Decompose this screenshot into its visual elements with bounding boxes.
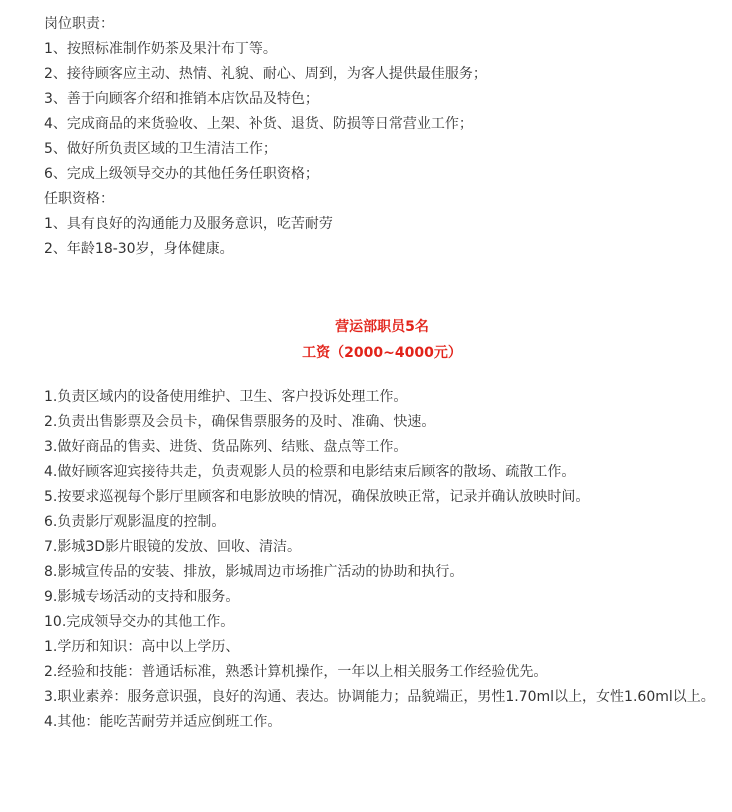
duty-item: 3、善于向顾客介绍和推销本店饮品及特色； bbox=[44, 91, 319, 107]
ops-duty-item: 1.负责区域内的设备使用维护、卫生、客户投诉处理工作。 bbox=[44, 389, 408, 405]
ops-requirement-item: 1.学历和知识：高中以上学历、 bbox=[44, 639, 240, 655]
ops-duty-item: 5.按要求巡视每个影厅里顾客和电影放映的情况，确保放映正常，记录并确认放映时间。 bbox=[44, 489, 590, 505]
ops-duty-item: 7.影城3D影片眼镜的发放、回收、清洁。 bbox=[44, 539, 302, 555]
ops-duty-item: 10.完成领导交办的其他工作。 bbox=[44, 614, 235, 630]
requirement-item: 2、年龄18-30岁，身体健康。 bbox=[44, 241, 234, 257]
duty-item: 4、完成商品的来货验收、上架、补货、退货、防损等日常营业工作； bbox=[44, 116, 473, 132]
salary-range: 工资（2000~4000元） bbox=[302, 345, 462, 361]
position-title: 营运部职员5名 bbox=[335, 319, 429, 335]
ops-duty-item: 2.负责出售影票及会员卡，确保售票服务的及时、准确、快速。 bbox=[44, 414, 436, 430]
ops-duty-item: 9.影城专场活动的支持和服务。 bbox=[44, 589, 240, 605]
job-posting-document bbox=[44, 12, 720, 735]
ops-requirement-item: 4.其他：能吃苦耐劳并适应倒班工作。 bbox=[44, 714, 282, 730]
duty-item: 1、按照标准制作奶茶及果汁布丁等。 bbox=[44, 41, 277, 57]
ops-duty-item: 8.影城宣传品的安装、排放，影城周边市场推广活动的协助和执行。 bbox=[44, 564, 464, 580]
ops-duty-item: 6.负责影厅观影温度的控制。 bbox=[44, 514, 226, 530]
ops-requirement-item: 2.经验和技能：普通话标准，熟悉计算机操作，一年以上相关服务工作经验优先。 bbox=[44, 664, 548, 680]
duty-item: 6、完成上级领导交办的其他任务任职资格； bbox=[44, 166, 319, 182]
ops-duty-item: 3.做好商品的售卖、进货、货品陈列、结账、盘点等工作。 bbox=[44, 439, 408, 455]
duty-item: 2、接待顾客应主动、热情、礼貌、耐心、周到，为客人提供最佳服务； bbox=[44, 66, 487, 82]
ops-requirement-item: 3.职业素养：服务意识强，良好的沟通、表达。协调能力；品貌端正，男性1.70ml以上，女性1.60ml以上。 bbox=[44, 689, 715, 705]
requirement-item: 1、具有良好的沟通能力及服务意识，吃苦耐劳 bbox=[44, 216, 333, 232]
requirements-title: 任职资格： bbox=[44, 191, 114, 207]
section-spacer bbox=[44, 262, 720, 314]
duties-title: 岗位职责： bbox=[44, 16, 114, 32]
section-spacer bbox=[44, 366, 720, 385]
ops-duty-item: 4.做好顾客迎宾接待共走，负责观影人员的检票和电影结束后顾客的散场、疏散工作。 bbox=[44, 464, 576, 480]
duty-item: 5、做好所负责区域的卫生清洁工作； bbox=[44, 141, 277, 157]
